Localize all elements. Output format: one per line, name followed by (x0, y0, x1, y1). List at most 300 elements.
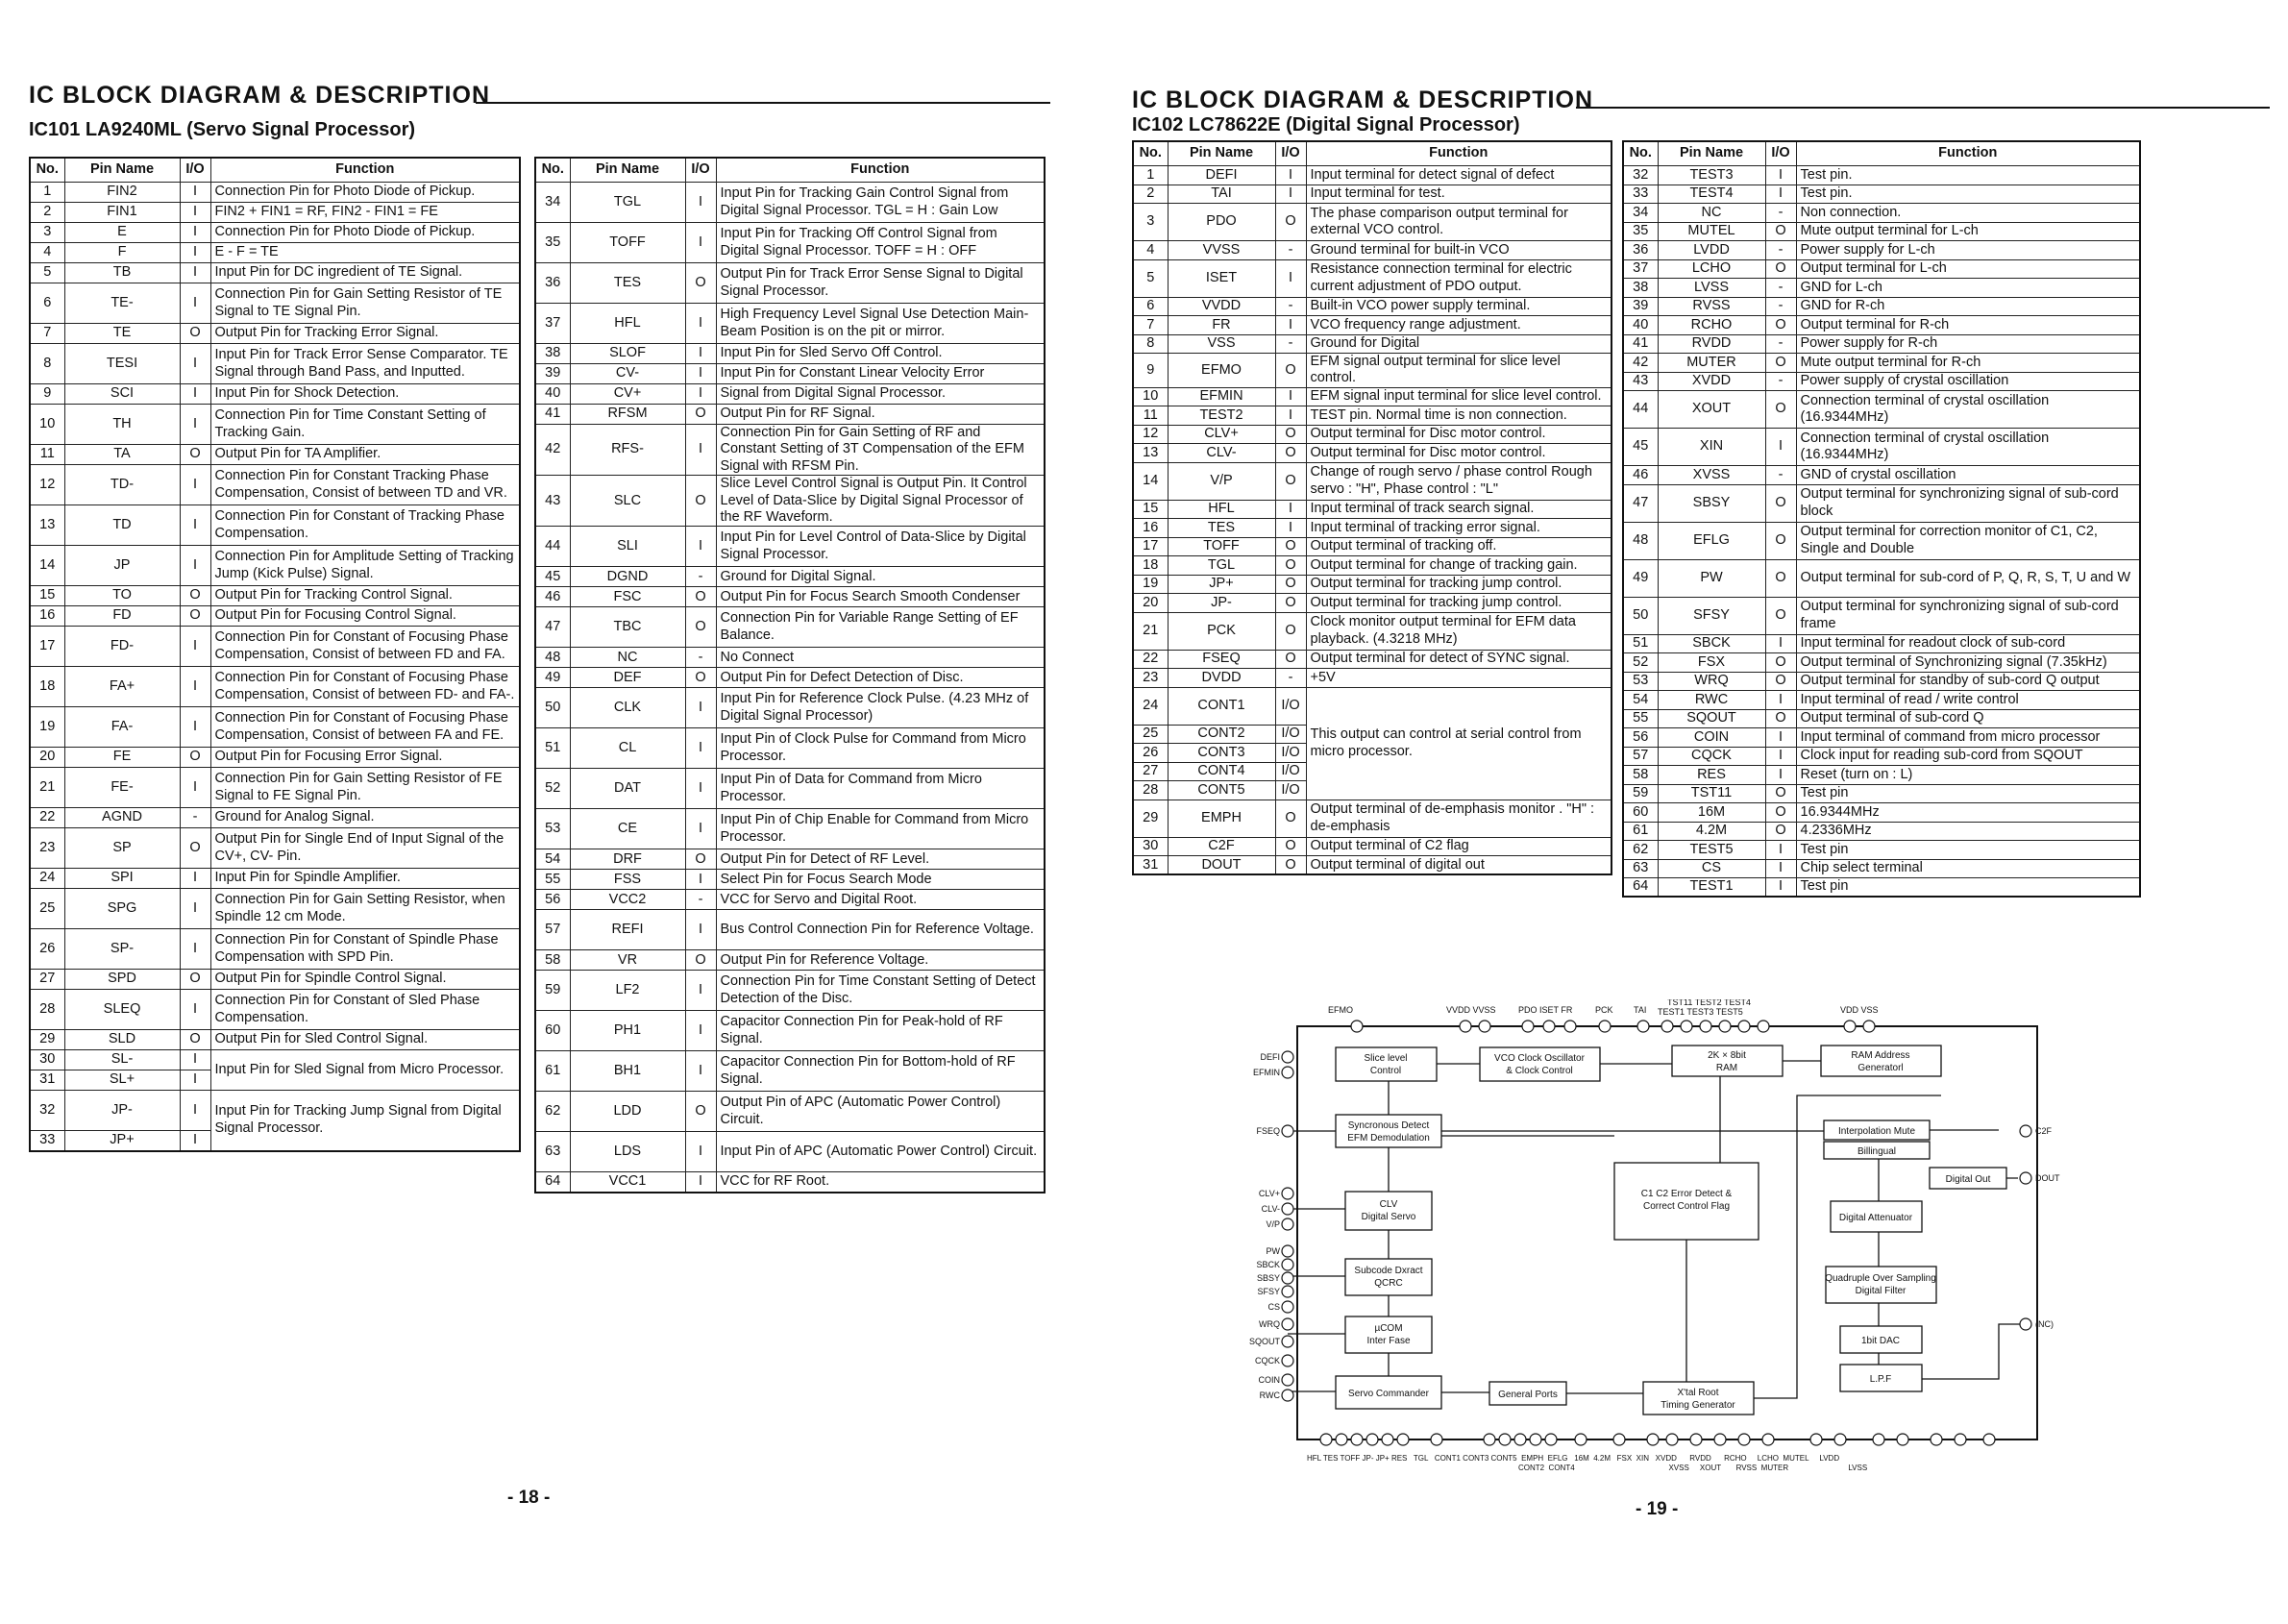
col-no: No. (30, 158, 64, 183)
pin-function: Connection Pin for Photo Diode of Pickup. (210, 223, 520, 243)
pin-number: 31 (1133, 856, 1168, 875)
table-header-row (1133, 141, 1611, 166)
pin-io: O (1275, 204, 1306, 241)
pin-io: O (180, 606, 210, 627)
col-pin-name: Pin Name (570, 158, 685, 183)
pin-name: LVSS (1658, 279, 1765, 298)
table-row (30, 707, 520, 748)
table-row (535, 405, 1045, 425)
pin-number: 10 (30, 405, 64, 445)
pin-function: Input Pin of Clock Pulse for Command from Micro Processor. (716, 728, 1045, 769)
pin-function: Connection Pin for Constant of Focusing Phase Compensation, Consist of between FA and FE. (210, 707, 520, 748)
table-row (30, 768, 520, 808)
pin-io: O (1275, 462, 1306, 500)
table-row (1623, 484, 2140, 522)
pin-io: I (180, 627, 210, 667)
table-row (30, 929, 520, 970)
pin-io: O (1765, 709, 1796, 728)
table-row (1623, 841, 2140, 860)
table-row (1623, 634, 2140, 653)
table-row (1623, 429, 2140, 466)
pin-function: Chip select terminal (1796, 859, 2140, 878)
pin-number: 41 (1623, 334, 1658, 354)
ucom-block (1345, 1316, 1432, 1353)
pin-number: 44 (535, 527, 570, 567)
col-no: No. (1623, 141, 1658, 166)
pin-function: Output Pin for Track Error Sense Signal to Digital Signal Processor. (716, 263, 1045, 304)
pin-function: E - F = TE (210, 243, 520, 263)
pin-number: 55 (535, 870, 570, 890)
pin-io: I (685, 809, 716, 849)
pin-number: 43 (1623, 372, 1658, 391)
top-label: VVDD VVSS (1446, 1005, 1496, 1015)
pin-function: Input Pin for Level Control of Data-Slice by Digital Signal Processor. (716, 527, 1045, 567)
table-row (30, 627, 520, 667)
pin-function: Connection Pin for Gain Setting Resistor of TE Signal to TE Signal Pin. (210, 283, 520, 324)
pin-function: Connection Pin for Gain Setting Resistor of FE Signal to FE Signal Pin. (210, 768, 520, 808)
pin-io: I (180, 1050, 210, 1070)
pin-io: I (685, 870, 716, 890)
pin-io: - (685, 567, 716, 587)
table-row (535, 183, 1045, 223)
pin-name: MUTEL (1658, 222, 1765, 241)
pin-io: I (180, 344, 210, 384)
pin-name: EFMIN (1168, 387, 1275, 406)
table-row (30, 546, 520, 586)
pin-name: RCHO (1658, 316, 1765, 335)
pin-io: I (685, 728, 716, 769)
pin-number: 37 (535, 304, 570, 344)
pin-name: VVSS (1168, 241, 1275, 260)
pin-name: RFS- (570, 425, 685, 476)
pin-number: 26 (30, 929, 64, 970)
pin-number: 25 (30, 889, 64, 929)
block-label: X'tal Root (1677, 1388, 1719, 1398)
block-label: Subcode Dxract (1354, 1266, 1423, 1276)
pin-name: CS (1658, 859, 1765, 878)
pin-function: VCC for RF Root. (716, 1172, 1045, 1193)
pin-number: 35 (535, 223, 570, 263)
pin-io: - (1275, 241, 1306, 260)
pin-name: V/P (1168, 462, 1275, 500)
pin-io: - (1765, 372, 1796, 391)
pin-number: 15 (1133, 500, 1168, 519)
pin-function: Change of rough servo / phase control Rough servo : "H", Phase control : "L" (1306, 462, 1611, 500)
pin-io: O (1275, 444, 1306, 463)
table-row (30, 667, 520, 707)
pin-name: RWC (1658, 691, 1765, 710)
table-row (535, 809, 1045, 849)
pin-name: DVDD (1168, 669, 1275, 688)
top-label: VDD VSS (1840, 1005, 1879, 1015)
table-row (535, 1092, 1045, 1132)
table-row (1623, 784, 2140, 803)
oversampling-block (1826, 1267, 1936, 1303)
pin-function: GND for L-ch (1796, 279, 2140, 298)
block-label: Syncronous Detect (1347, 1120, 1430, 1131)
pin-number: 58 (535, 950, 570, 971)
pin-name: VVDD (1168, 297, 1275, 316)
pin-number: 52 (1623, 653, 1658, 673)
pin-name: EMPH (1168, 800, 1275, 837)
pin-name: FD- (64, 627, 180, 667)
pin-name: FSC (570, 587, 685, 607)
pin-name: DEF (570, 668, 685, 688)
table-row (535, 476, 1045, 527)
pin-io: I (1275, 185, 1306, 204)
left-pin-label: FSEQ (1256, 1126, 1280, 1136)
pin-io: I (180, 183, 210, 203)
pin-io: O (1765, 316, 1796, 335)
pin-number: 4 (30, 243, 64, 263)
col-function: Function (210, 158, 520, 183)
pin-number: 41 (535, 405, 570, 425)
pin-number: 54 (1623, 691, 1658, 710)
pin-name: SL- (64, 1050, 180, 1070)
pin-io: O (1765, 784, 1796, 803)
pin-function: Connection terminal of crystal oscillation (16.9344MHz) (1796, 391, 2140, 429)
pin-io: O (1765, 803, 1796, 823)
pin-name: SFSY (1658, 597, 1765, 634)
pin-name: PDO (1168, 204, 1275, 241)
pin-io: O (1765, 222, 1796, 241)
pin-function: Connection Pin for Amplitude Setting of Tracking Jump (Kick Pulse) Signal. (210, 546, 520, 586)
pin-name: LDS (570, 1132, 685, 1172)
right-page-heading: IC BLOCK DIAGRAM & DESCRIPTION (1132, 86, 1593, 113)
table-row (1623, 222, 2140, 241)
pin-number: 61 (535, 1051, 570, 1092)
pin-number: 63 (1623, 859, 1658, 878)
pin-io: - (1765, 466, 1796, 485)
pin-io: I (180, 465, 210, 505)
pin-function: Output Pin for Tracking Control Signal. (210, 586, 520, 606)
table-row (1133, 334, 1611, 354)
pin-name: DAT (570, 769, 685, 809)
pin-function: Connection Pin for Constant of Sled Phase Compensation. (210, 990, 520, 1030)
pin-function: Output terminal for Disc motor control. (1306, 425, 1611, 444)
pin-function: Connection Pin for Constant of Spindle Phase Compensation with SPD Pin. (210, 929, 520, 970)
pin-io: O (1765, 653, 1796, 673)
block-label: Servo Commander (1348, 1389, 1429, 1399)
pin-function: Mute output terminal for R-ch (1796, 354, 2140, 373)
block-label: RAM Address (1851, 1050, 1910, 1061)
pin-io: - (1765, 279, 1796, 298)
pin-name: SLOF (570, 344, 685, 364)
pin-function: Input terminal for detect signal of defect (1306, 166, 1611, 185)
table-row (535, 971, 1045, 1011)
table-row (1623, 597, 2140, 634)
pin-number: 32 (30, 1091, 64, 1131)
pin-number: 3 (1133, 204, 1168, 241)
pin-io: O (1275, 837, 1306, 856)
pin-function: Input terminal for test. (1306, 185, 1611, 204)
pin-function: Input Pin for Tracking Off Control Signal from Digital Signal Processor. TOFF = H : OFF (716, 223, 1045, 263)
lc78622e-block-diagram (1249, 999, 2095, 1504)
table-row (1623, 241, 2140, 260)
pin-io: O (1275, 354, 1306, 388)
pin-function: Output Pin for Defect Detection of Disc. (716, 668, 1045, 688)
pin-number: 33 (1623, 185, 1658, 204)
pin-function: GND of crystal oscillation (1796, 466, 2140, 485)
pin-io: - (1275, 334, 1306, 354)
left-pin-label: PW (1266, 1246, 1280, 1256)
pin-number: 34 (535, 183, 570, 223)
pin-number: 12 (30, 465, 64, 505)
pin-function: Output Pin for RF Signal. (716, 405, 1045, 425)
pin-name: DRF (570, 849, 685, 870)
pin-name: 16M (1658, 803, 1765, 823)
pin-io: I (1765, 766, 1796, 785)
table-row (30, 990, 520, 1030)
col-io: I/O (685, 158, 716, 183)
table-row (1623, 728, 2140, 748)
pin-io: O (1275, 800, 1306, 837)
pin-number: 56 (535, 890, 570, 910)
pin-function: No Connect (716, 648, 1045, 668)
pin-number: 44 (1623, 391, 1658, 429)
pin-name: FA+ (64, 667, 180, 707)
pin-io: O (685, 607, 716, 648)
pin-function: Power supply for L-ch (1796, 241, 2140, 260)
table-row (1133, 462, 1611, 500)
pin-function: Output terminal of Synchronizing signal (7.35kHz) (1796, 653, 2140, 673)
pin-name: WRQ (1658, 672, 1765, 691)
left-pin-label: WRQ (1259, 1319, 1280, 1329)
left-pin-label: SQOUT (1249, 1337, 1280, 1346)
pin-io: I (180, 263, 210, 283)
table-row (1133, 856, 1611, 875)
pin-number: 50 (535, 688, 570, 728)
table-row (1133, 575, 1611, 594)
pin-function: Input Pin for Spindle Amplifier. (210, 869, 520, 889)
left-page-subheading: IC101 LA9240ML (Servo Signal Processor) (29, 119, 416, 140)
table-row (30, 1091, 520, 1131)
pin-function: Connection Pin for Time Constant Setting of Detect Detection of the Disc. (716, 971, 1045, 1011)
pin-number: 51 (535, 728, 570, 769)
pin-name: HFL (570, 304, 685, 344)
table-row (30, 586, 520, 606)
pin-io: I (180, 768, 210, 808)
bottom-pin-labels: CONT2 CONT4 XVSS XOUT RVSS MUTER LVSS (1518, 1464, 1868, 1472)
table-row (535, 688, 1045, 728)
pin-name: DGND (570, 567, 685, 587)
pin-name: 4.2M (1658, 822, 1765, 841)
block-label: Generatorl (1857, 1063, 1904, 1073)
pin-name: SBCK (1658, 634, 1765, 653)
pin-number: 9 (1133, 354, 1168, 388)
pin-name: FSEQ (1168, 650, 1275, 669)
pin-name: TGL (1168, 556, 1275, 576)
pin-io: I (685, 304, 716, 344)
pin-number: 19 (1133, 575, 1168, 594)
pin-io: O (1765, 522, 1796, 559)
pin-function: Output Pin for Focusing Error Signal. (210, 748, 520, 768)
pin-number: 40 (535, 384, 570, 405)
table-row (535, 648, 1045, 668)
table-row (1623, 279, 2140, 298)
pin-number: 47 (1623, 484, 1658, 522)
pin-name: VCC1 (570, 1172, 685, 1193)
pin-number: 42 (1623, 354, 1658, 373)
table-row (535, 425, 1045, 476)
pin-io: I (685, 1172, 716, 1193)
pin-number: 42 (535, 425, 570, 476)
pin-io: I (180, 1070, 210, 1091)
pin-number: 10 (1133, 387, 1168, 406)
pin-name: PH1 (570, 1011, 685, 1051)
pin-number: 7 (1133, 316, 1168, 335)
pin-io: O (180, 828, 210, 869)
pin-name: VR (570, 950, 685, 971)
pin-name: TBC (570, 607, 685, 648)
pin-number: 64 (535, 1172, 570, 1193)
pin-io: I (1765, 841, 1796, 860)
left-pin-label: CS (1267, 1302, 1280, 1312)
pin-number: 64 (1623, 878, 1658, 898)
table-row (30, 465, 520, 505)
pin-function: Input Pin for Constant Linear Velocity Error (716, 364, 1045, 384)
left-pin-label: SBSY (1256, 1273, 1280, 1283)
pin-number: 23 (1133, 669, 1168, 688)
pin-number: 18 (1133, 556, 1168, 576)
pin-function: Slice Level Control Signal is Output Pin. It Control Level of Data-Slice by Digital Signal Processor of the RF Waveform. (716, 476, 1045, 527)
pin-number: 28 (1133, 781, 1168, 800)
pin-name: XVDD (1658, 372, 1765, 391)
pin-function: Input Pin of APC (Automatic Power Control) Circuit. (716, 1132, 1045, 1172)
pin-number: 37 (1623, 259, 1658, 279)
pin-name: SLC (570, 476, 685, 527)
table-row (30, 445, 520, 465)
pin-function: Output Pin of APC (Automatic Power Control) Circuit. (716, 1092, 1045, 1132)
pin-io: I/O (1275, 744, 1306, 763)
pin-io: I (1275, 387, 1306, 406)
block-label: Billingual (1857, 1146, 1897, 1157)
pin-io: - (1275, 297, 1306, 316)
pin-name: MUTER (1658, 354, 1765, 373)
table-row (30, 344, 520, 384)
table-row (535, 1172, 1045, 1193)
table-header-row (535, 158, 1045, 183)
table-row (535, 223, 1045, 263)
table-row (1623, 859, 2140, 878)
pin-function: Output terminal of sub-cord Q (1796, 709, 2140, 728)
table-row (1133, 387, 1611, 406)
table-row (535, 587, 1045, 607)
pin-function: Capacitor Connection Pin for Peak-hold of RF Signal. (716, 1011, 1045, 1051)
pin-function: Reset (turn on : L) (1796, 766, 2140, 785)
pin-number: 24 (1133, 687, 1168, 725)
table-row (1623, 166, 2140, 185)
pin-io: I (685, 425, 716, 476)
table-row (1133, 444, 1611, 463)
pin-name: HFL (1168, 500, 1275, 519)
ic101-pin-table-2 (534, 157, 1046, 1193)
table-row (1133, 612, 1611, 650)
pin-name: SLI (570, 527, 685, 567)
pin-number: 30 (30, 1050, 64, 1070)
pin-io: I (1765, 859, 1796, 878)
block-label: 1bit DAC (1860, 1336, 1901, 1346)
pin-number: 6 (30, 283, 64, 324)
pin-function: Output terminal for correction monitor of C1, C2, Single and Double (1796, 522, 2140, 559)
block-label: 2K × 8bit (1708, 1050, 1746, 1061)
pin-function: Input Pin for Sled Signal from Micro Processor. (210, 1050, 520, 1091)
pin-io: - (1275, 669, 1306, 688)
pin-number: 26 (1133, 744, 1168, 763)
pin-io: I (685, 769, 716, 809)
pin-function: Output terminal of digital out (1306, 856, 1611, 875)
pin-number: 8 (30, 344, 64, 384)
pin-name: SP- (64, 929, 180, 970)
block-label: Control (1369, 1066, 1402, 1076)
pin-name: TE (64, 324, 180, 344)
pin-function: Input Pin for Sled Servo Off Control. (716, 344, 1045, 364)
pin-function: Test pin (1796, 878, 2140, 898)
table-row (1133, 669, 1611, 688)
pin-io: O (1765, 559, 1796, 597)
pin-io: O (180, 324, 210, 344)
ic102-pin-table-2 (1622, 140, 2141, 898)
pin-function: The phase comparison output terminal for external VCO control. (1306, 204, 1611, 241)
pin-function: Output terminal for sub-cord of P, Q, R, S, T, U and W (1796, 559, 2140, 597)
pin-number: 19 (30, 707, 64, 748)
top-label: TST11 TEST2 TEST4 (1667, 999, 1752, 1007)
block-label: & Clock Control (1506, 1066, 1573, 1076)
pin-number: 16 (30, 606, 64, 627)
pin-number: 21 (30, 768, 64, 808)
block-label: Timing Generator (1661, 1400, 1735, 1411)
pin-name: BH1 (570, 1051, 685, 1092)
pin-number: 47 (535, 607, 570, 648)
table-row (1623, 691, 2140, 710)
top-label: TEST1 TEST3 TEST5 (1658, 1007, 1743, 1017)
table-row (30, 263, 520, 283)
pin-number: 14 (30, 546, 64, 586)
pin-io: O (1765, 391, 1796, 429)
pin-function: Output terminal for synchronizing signal of sub-cord frame (1796, 597, 2140, 634)
pin-function: Connection Pin for Constant Tracking Phase Compensation, Consist of between TD and VR. (210, 465, 520, 505)
col-function: Function (716, 158, 1045, 183)
pin-function: Input Pin for Tracking Jump Signal from Digital Signal Processor. (210, 1091, 520, 1151)
pin-number: 36 (1623, 241, 1658, 260)
pin-number: 29 (30, 1030, 64, 1050)
pin-function: Input Pin for Track Error Sense Comparator. TE Signal through Band Pass, and Inputted. (210, 344, 520, 384)
pin-name: TES (570, 263, 685, 304)
pin-function: Output terminal of tracking off. (1306, 537, 1611, 556)
pin-number: 45 (1623, 429, 1658, 466)
right-pin-label: C2F (2035, 1126, 2053, 1136)
pin-io: I (1275, 519, 1306, 538)
pin-number: 4 (1133, 241, 1168, 260)
pin-io: I (1765, 429, 1796, 466)
pin-io: I (685, 1011, 716, 1051)
pin-function: Ground for Digital (1306, 334, 1611, 354)
table-row (30, 384, 520, 405)
pin-io: I (180, 223, 210, 243)
pin-name: SL+ (64, 1070, 180, 1091)
pin-name: TEST1 (1658, 878, 1765, 898)
pin-number: 48 (1623, 522, 1658, 559)
table-row (1133, 500, 1611, 519)
pin-io: I (180, 1131, 210, 1151)
pin-function: Output terminal for Disc motor control. (1306, 444, 1611, 463)
pin-name: VCC2 (570, 890, 685, 910)
pin-number: 6 (1133, 297, 1168, 316)
block-label: Inter Fase (1366, 1336, 1411, 1346)
table-row (30, 970, 520, 990)
pin-number: 30 (1133, 837, 1168, 856)
pin-io: I (180, 405, 210, 445)
